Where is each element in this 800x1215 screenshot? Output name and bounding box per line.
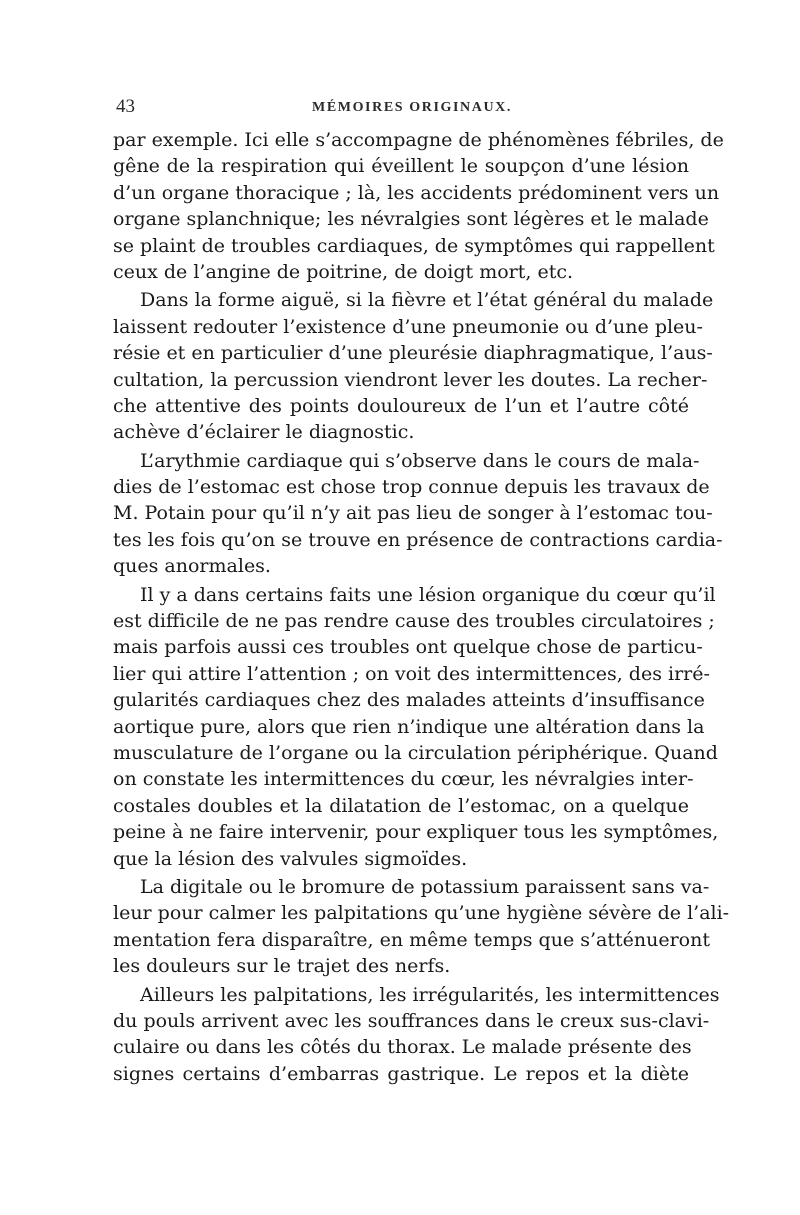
text-line: par exemple. Ici elle s’accompagne de phénomènes fébriles, de: [113, 129, 724, 151]
text-line: peine à ne faire intervenir, pour expliquer tous les symptômes,: [113, 821, 719, 844]
text-line: ques anormales.: [113, 555, 271, 578]
text-line: musculature de l’organe ou la circulation périphérique. Quand: [113, 741, 718, 764]
text-line: cultation, la percussion viendront lever les doutes. La recher-: [113, 368, 708, 391]
text-line: signes certains d’embarras gastrique. Le repos et la diète: [113, 1062, 689, 1085]
text-line: mentation fera disparaître, en même temps que s’atténueront: [113, 928, 710, 951]
text-line: culaire ou dans les côtés du thorax. Le malade présente des: [113, 1036, 692, 1059]
text-line: organe splanchnique; les névralgies sont légères et le malade: [113, 208, 709, 231]
text-line: les douleurs sur le trajet des nerfs.: [113, 955, 451, 978]
text-line: M. Potain pour qu’il n’y ait pas lieu de songer à l’estomac tou-: [113, 502, 713, 525]
text-line: tes les fois qu’on se trouve en présence de contractions cardia-: [113, 528, 723, 551]
text-line: La digitale ou le bromure de potassium paraissent sans va-: [140, 875, 710, 898]
text-line: que la lésion des valvules sigmoïdes.: [113, 847, 468, 870]
paragraph: [113, 874, 730, 980]
text-line: se plaint de troubles cardiaques, de symptômes qui rappellent: [113, 234, 715, 257]
text-line: on constate les intermittences du cœur, les névralgies inter-: [113, 768, 694, 791]
body-text: [113, 127, 730, 1087]
paragraph: [113, 287, 714, 445]
paragraph: [113, 448, 723, 580]
text-line: résie et en particulier d’une pleurésie diaphragmatique, l’aus-: [113, 342, 713, 365]
running-title: MÉMOIRES ORIGINAUX.: [312, 100, 512, 115]
text-line: gêne de la respiration qui éveillent le soupçon d’une lésion: [113, 155, 689, 178]
page-header: [112, 96, 690, 122]
text-line: mais parfois aussi ces troubles ont quelque chose de particu-: [113, 636, 703, 659]
paragraph: [113, 982, 720, 1088]
text-line: du pouls arrivent avec les souffrances dans le creux sus-clavi-: [113, 1009, 710, 1032]
text-line: che attentive des points douloureux de l’un et l’autre côté: [113, 394, 689, 417]
text-line: costales doubles et la dilatation de l’estomac, on a quelque: [113, 794, 689, 817]
text-line: Ailleurs les palpitations, les irrégularités, les intermittences: [140, 983, 720, 1006]
text-line: Dans la forme aiguë, si la fièvre et l’état général du malade: [140, 289, 714, 312]
paragraph: [113, 582, 719, 872]
paragraph: [113, 127, 724, 285]
text-line: est difficile de ne pas rendre cause des troubles circulatoires ;: [113, 610, 715, 633]
text-line: leur pour calmer les palpitations qu’une hygiène sévère de l’ali-: [113, 902, 730, 925]
text-line: achève d’éclairer le diagnostic.: [113, 421, 415, 444]
page-number: 43: [116, 96, 135, 117]
text-line: laissent redouter l’existence d’une pneumonie ou d’une pleu-: [113, 315, 703, 338]
text-line: lier qui attire l’attention ; on voit des intermittences, des irré-: [113, 662, 710, 685]
text-line: d’un organe thoracique ; là, les accidents prédominent vers un: [113, 181, 720, 204]
text-line: Il y a dans certains faits une lésion organique du cœur qu’il: [140, 583, 716, 606]
text-line: gularités cardiaques chez des malades atteints d’insuffisance: [113, 689, 705, 712]
text-line: ceux de l’angine de poitrine, de doigt mort, etc.: [113, 260, 574, 283]
text-line: dies de l’estomac est chose trop connue depuis les travaux de: [113, 476, 710, 499]
text-line: L’arythmie cardiaque qui s’observe dans le cours de mala-: [140, 449, 700, 472]
text-line: aortique pure, alors que rien n’indique une altération dans la: [113, 715, 705, 738]
